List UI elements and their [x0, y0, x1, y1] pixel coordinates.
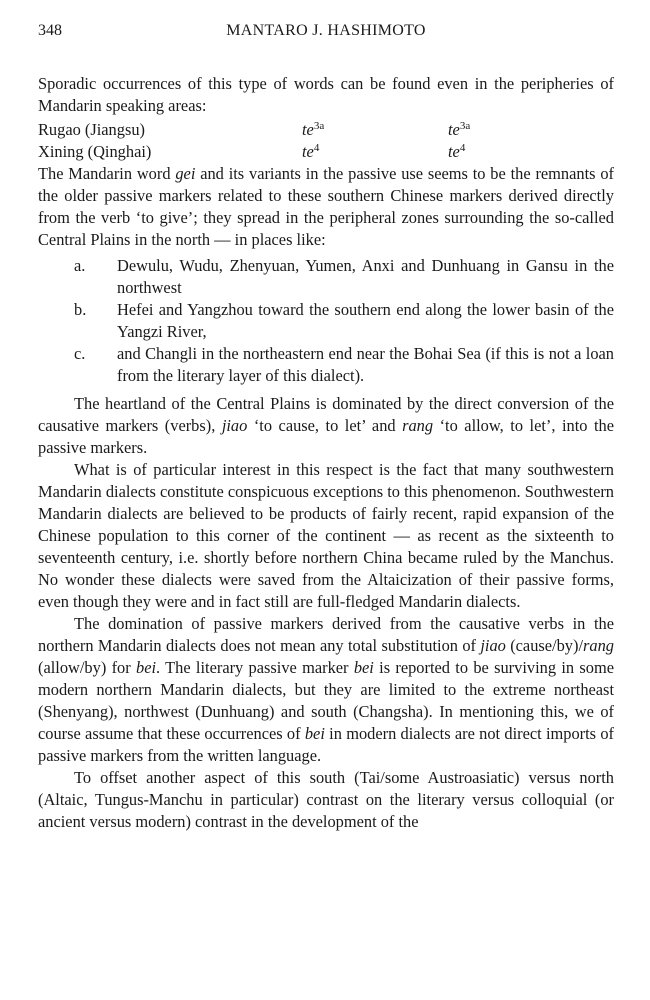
page-number: 348 [38, 22, 62, 39]
example-row [38, 141, 614, 163]
italic-term: bei [136, 658, 157, 677]
example-place: Xining (Qinghai) [38, 142, 152, 161]
list-item-text: Dewulu, Wudu, Zhenyuan, Yumen, Anxi and Dunhuang in Gansu in the northwest [117, 256, 614, 297]
running-head: MANTARO J. HASHIMOTO [226, 22, 426, 39]
italic-term: jiao [221, 416, 248, 435]
place-list [38, 255, 614, 387]
paragraph-offset: To offset another aspect of this south (Tai/some Austroasiatic) versus north (Altaic, Tungus-Manchu in particular) contrast on the literary versus colloquial (or ancient versus modern) contrast in the development of the [38, 768, 614, 831]
example-row [38, 119, 614, 141]
paragraph-domination [38, 613, 614, 767]
paragraph-intro: Sporadic occurrences of this type of words can be found even in the peripheries of Mandarin speaking areas: [38, 74, 614, 115]
list-item-text: Hefei and Yangzhou toward the southern end along the lower basin of the Yangzi River, [117, 300, 614, 341]
list-marker: c. [74, 344, 86, 363]
text-run: is reported to be surviving in some modern northern Mandarin dialects, but they are limited to the extreme northeast (Shenyang), northwest (Dunhuang) and south (Changsha). In mentioning this, we of course assume that these occurrences of [38, 658, 614, 743]
page-body [38, 73, 614, 833]
italic-term: jiao [480, 636, 506, 655]
text-run: and its variants in the passive use seems to be the remnants of the older passive markers related to these southern Chinese markers derived directly from the verb ‘to give’; they spread in the peripheral zones surrounding the so-called Central Plains in the north — in places like: [38, 164, 614, 249]
example-form-text: te [302, 142, 314, 161]
text-run: ‘to allow, to let’, into the passive markers. [38, 416, 614, 457]
example-form-text: te [448, 142, 460, 161]
example-form [448, 119, 614, 141]
italic-term: rang [583, 636, 614, 655]
text-run: (cause/by)/ [505, 636, 584, 655]
text-run: . The literary passive marker [156, 658, 354, 677]
tone-superscript: 3a [459, 120, 471, 132]
list-item [38, 343, 614, 387]
list-item [38, 299, 614, 343]
example-place: Rugao (Jiangsu) [38, 120, 145, 139]
text-run: (allow/by) for [38, 658, 136, 677]
list-item-text: and Changli in the northeastern end near the Bohai Sea (if this is not a loan from the literary layer of this dialect). [117, 344, 614, 385]
tone-superscript: 4 [313, 142, 320, 154]
text-run: The Mandarin word [38, 164, 176, 183]
example-form [302, 119, 448, 141]
example-form-text: te [302, 120, 314, 139]
tone-superscript: 4 [459, 142, 466, 154]
example-form [448, 141, 614, 163]
page-header [38, 22, 614, 46]
list-item [38, 255, 614, 299]
italic-term: bei [304, 724, 325, 743]
example-form [302, 141, 448, 163]
list-marker: b. [74, 300, 87, 319]
paragraph-heartland [38, 393, 614, 459]
italic-term: rang [402, 416, 434, 435]
italic-term: gei [175, 164, 196, 183]
italic-term: bei [353, 658, 374, 677]
list-marker: a. [74, 256, 86, 275]
text-run: The heartland of the Central Plains is dominated by the direct conversion of the causative markers (verbs), [38, 394, 614, 435]
text-run: in modern dialects are not direct imports of passive markers from the written language. [38, 724, 614, 765]
paragraph-gei [38, 163, 614, 251]
tone-superscript: 3a [313, 120, 325, 132]
text-run: The domination of passive markers derived from the causative verbs in the northern Mandarin dialects does not mean any total substitution of [38, 614, 614, 655]
text-run: ‘to cause, to let’ and [247, 416, 403, 435]
example-table [38, 119, 614, 163]
example-form-text: te [448, 120, 460, 139]
paragraph-interest: What is of particular interest in this respect is the fact that many southwestern Mandarin dialects constitute conspicuous exceptions to this phenomenon. Southwestern Mandarin dialects are believed to be products of fairly recent, rapid expansion of the Chinese population to this corner of the continent — as recent as the sixteenth to seventeenth century, i.e. shortly before northern China became ruled by the Manchus. No wonder these dialects were saved from the Altaicization of their passive forms, even though they were and in fact still are full-fledged Mandarin dialects. [38, 460, 614, 611]
